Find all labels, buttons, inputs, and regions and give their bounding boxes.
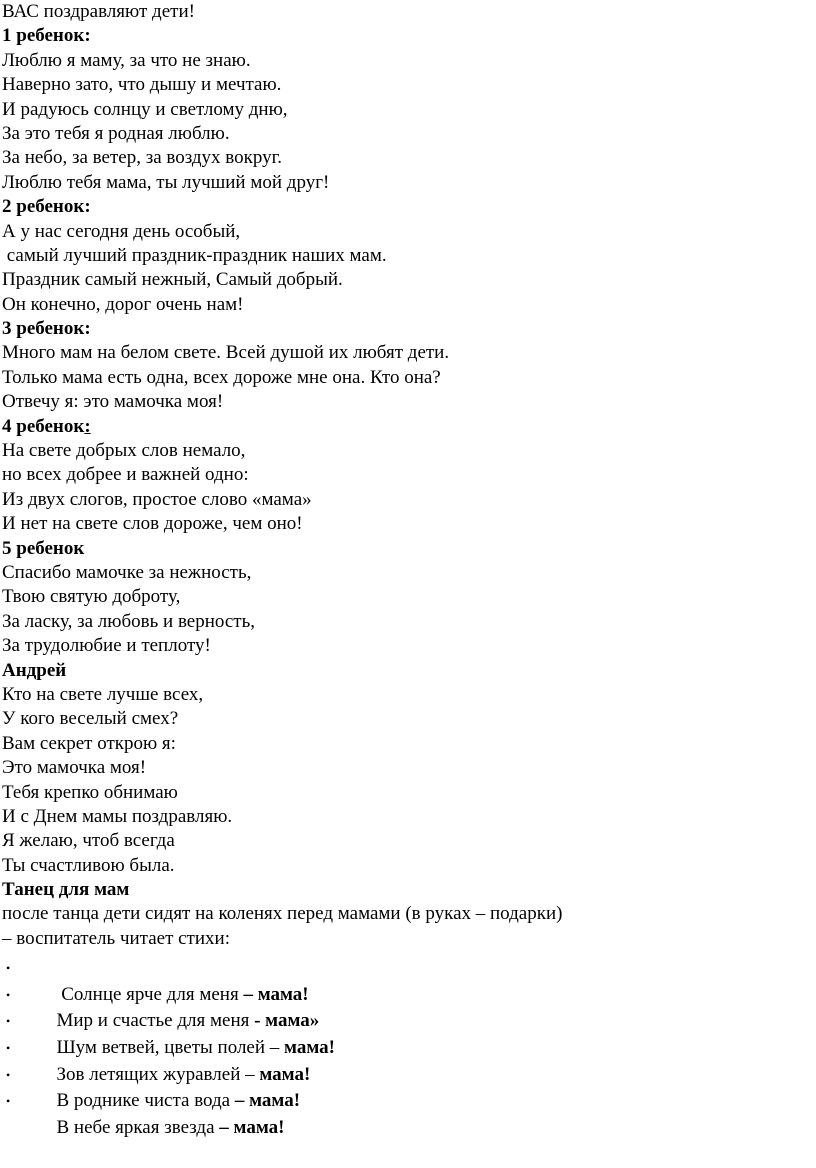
list-item-text: В небе яркая звезда bbox=[56, 1116, 220, 1138]
poem-line: но всех добрее и важней одно: bbox=[2, 464, 249, 486]
bullet-icon: • bbox=[6, 1014, 11, 1029]
poem-line: У кого веселый смех? bbox=[2, 708, 179, 730]
list-item-emphasis: – мама! bbox=[219, 1116, 285, 1138]
poem-line: Только мама есть одна, всех дороже мне она. Кто она? bbox=[2, 366, 441, 388]
document-title: ВАС поздравляют дети! bbox=[2, 1, 195, 22]
list-item bbox=[2, 1062, 816, 1112]
list-item-text: Зов летящих журавлей – bbox=[56, 1063, 260, 1085]
list-item-text: В роднике чиста вода bbox=[56, 1090, 235, 1112]
poem-line: Отвечу я: это мамочка моя! bbox=[2, 391, 224, 413]
list-item bbox=[2, 1035, 816, 1085]
poem-line: Твою святую доброту, bbox=[2, 586, 181, 608]
bullet-icon: • bbox=[6, 1094, 11, 1109]
poem-line: Спасибо мамочке за нежность, bbox=[2, 561, 252, 583]
list-item bbox=[2, 955, 816, 1005]
poem-line: Это мамочка моя! bbox=[2, 757, 147, 779]
poem-line: Наверно зато, что дышу и мечтаю. bbox=[2, 74, 282, 96]
list-item bbox=[2, 982, 816, 1032]
bullet-icon: • bbox=[6, 961, 11, 976]
poem-line: И радуюсь солнцу и светлому дню, bbox=[2, 98, 288, 120]
poem-line: Праздник самый нежный, Самый добрый. bbox=[2, 269, 343, 291]
verse-bullet-list bbox=[2, 955, 816, 1138]
stage-direction-line: – воспитатель читает стихи: bbox=[2, 927, 230, 949]
poem-line: Из двух слогов, простое слово «мама» bbox=[2, 488, 312, 510]
section-heading-child-5: 5 ребенок bbox=[2, 537, 85, 559]
poem-line: Люблю я маму, за что не знаю. bbox=[2, 49, 251, 71]
poem-line: И нет на свете слов дороже, чем оно! bbox=[2, 513, 303, 535]
list-item-text: Шум ветвей, цветы полей – bbox=[56, 1037, 285, 1059]
bullet-icon: • bbox=[6, 987, 11, 1002]
list-item-text: Солнце ярче для меня bbox=[56, 983, 244, 1005]
poem-line: Кто на свете лучше всех, bbox=[2, 683, 204, 705]
poem-line: Люблю тебя мама, ты лучший мой друг! bbox=[2, 171, 330, 193]
list-item-emphasis: мама! bbox=[284, 1037, 335, 1059]
section-heading-andrey: Андрей bbox=[2, 659, 67, 681]
list-item-emphasis: – мама! bbox=[234, 1090, 301, 1112]
poem-line: За это тебя я родная люблю. bbox=[2, 122, 230, 144]
section-heading-dance: Танец для мам bbox=[2, 879, 130, 901]
poem-line: Он конечно, дорог очень нам! bbox=[2, 293, 244, 315]
list-item bbox=[2, 1008, 816, 1059]
bullet-icon: • bbox=[6, 1041, 11, 1056]
stage-direction-line: после танца дети сидят на коленях перед мамами (в руках – подарки) bbox=[2, 903, 563, 925]
poem-line: Ты счастливою была. bbox=[2, 854, 175, 876]
list-item-emphasis: мама! bbox=[259, 1063, 311, 1085]
section-heading-child-4 bbox=[2, 415, 816, 439]
list-item bbox=[2, 1088, 816, 1138]
poem-line: Вам секрет открою я: bbox=[2, 732, 176, 754]
list-item-emphasis: – мама! bbox=[243, 983, 309, 1005]
poem-line: И с Днем мамы поздравляю. bbox=[2, 805, 233, 827]
section-heading-child-1: 1 ребенок: bbox=[2, 25, 91, 47]
section-heading-child-3: 3 ребенок: bbox=[2, 318, 91, 340]
section-heading-colon: : bbox=[84, 415, 91, 437]
section-heading-text: 4 ребенок bbox=[2, 415, 85, 437]
section-heading-child-2: 2 ребенок: bbox=[2, 196, 91, 218]
poem-line: За трудолюбие и теплоту! bbox=[2, 635, 211, 657]
poem-line: Я желаю, чтоб всегда bbox=[2, 830, 175, 852]
poem-line: Тебя крепко обнимаю bbox=[2, 781, 178, 803]
poem-line: самый лучший праздник-праздник наших мам. bbox=[2, 244, 387, 266]
poem-line: А у нас сегодня день особый, bbox=[2, 220, 241, 242]
poem-line: На свете добрых слов немало, bbox=[2, 440, 246, 462]
list-item-text: Мир и счастье для меня bbox=[56, 1010, 255, 1032]
poem-line: За небо, за ветер, за воздух вокруг. bbox=[2, 147, 283, 169]
bullet-icon: • bbox=[6, 1067, 11, 1082]
poem-line: Много мам на белом свете. Всей душой их любят дети. bbox=[2, 342, 450, 364]
poem-line: За ласку, за любовь и верность, bbox=[2, 610, 256, 632]
list-item-emphasis: - мама» bbox=[254, 1010, 320, 1032]
